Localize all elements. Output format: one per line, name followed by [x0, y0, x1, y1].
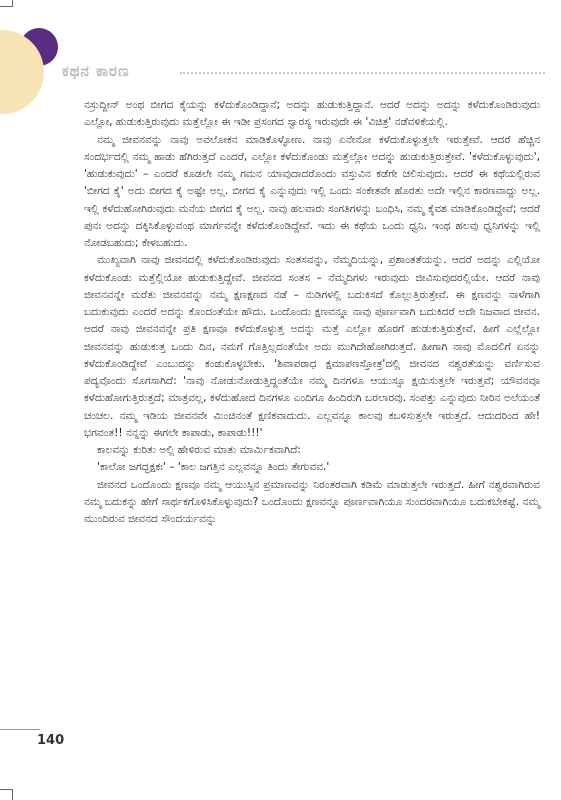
page-number: 140 [37, 733, 65, 748]
section-title: ಕಥನ ಕಾರಣ [62, 62, 130, 80]
paragraph: ಮುಖ್ಯವಾಗಿ ನಾವು ಜೀವನದಲ್ಲಿ ಕಳೆದುಕೊಂಡಿರುವುದು ಸಂತಸವನ್ನು, ನೆಮ್ಮದಿಯನ್ನು, ಪ್ರಶಾಂತತೆಯನ್ನು. ಆದರೆ ಅದನ್ನು ಎಲ್ಲಿಯೋ ಕಳೆದುಕೊಂಡು ಮತ್ತೆಲ್ಲಿಯೋ ಹುಡುಕುತ್ತಿದ್ದೇವೆ. ಜೀವನದ ಸಂತಸ – ನೆಮ್ಮದಿಗಳು ಇರುವುದು ಜೀವಿಸುವುದರಲ್ಲಿಯೇ. ಆದರೆ ನಾವು ಜೀವನವನ್ನೇ ಮರೆತು ಜೀವನವನ್ನು ನಮ್ಮ ಕ್ಷಣಕ್ಷಣದ ನಡೆ – ನುಡಿಗಳಲ್ಲಿ ಬದುಕಿಸದೆ ಕೊಲ್ಲುತ್ತಿರುತ್ತೇವೆ. ಈ ಕ್ಷಣವನ್ನು ನಾಳೆಗಾಗಿ ಬದುಕುವುದು ಎಂದರೆ ಅದನ್ನು ಕೊಂದಂತೆಯೇ ಹೌದು. ಒಂದೊಂದು ಕ್ಷಣವನ್ನೂ ನಾವು ಪೂರ್ಣವಾಗಿ ಬದುಕಿದರೆ ಅದೇ ನಿಜವಾದ ಜೀವನ. ಆದರೆ ನಾವು ಜೀವನವನ್ನೇ ಪ್ರತಿ ಕ್ಷಣವೂ ಕಳೆದುಕೊಳ್ಳುತ್ತ ಅದನ್ನು ಮತ್ತೆ ಎಲ್ಲೋ ಹೊರಗೆ ಹುಡುಕುತ್ತಿರುತ್ತೇವೆ. ಹೀಗೆ ಎಲ್ಲೆಲ್ಲೋ ಜೀವನವನ್ನು ಹುಡುಕುತ್ತ ಒಂದು ದಿನ, ನಮಗೆ ಗೊತ್ತಿಲ್ಲದಂತೆಯೇ ಅದು ಮುಗಿದೇಹೋಗಿರುತ್ತದೆ. ಹೀಗಾಗಿ ನಾವು ಮೊದಲಿಗೆ ಏನನ್ನು ಕಳೆದುಕೊಂಡಿದ್ದೇವೆ ಎಂಬುದನ್ನು ಕಂಡುಕೊಳ್ಳಬೇಕು. 'ಶಿವಾಪರಾಧ ಕ್ಷಮಾಪಣಸ್ತೋತ್ರ'ದಲ್ಲಿ ಜೀವನದ ನಶ್ವರತೆಯನ್ನು ವರ್ಣಿಸುವ ಪದ್ಯವೊಂದು ಸೊಗಸಾಗಿದೆ: 'ನಾವು ನೋಡುನೋಡುತ್ತಿದ್ದಂತೆಯೇ ನಮ್ಮ ದಿನಗಳೂ ಆಯುಸ್ಸೂ ಕ್ಷಯಿಸುತ್ತಲೇ ಇರುತ್ತವೆ; ಯೌವನವೂ ಕಳೆದುಹೋಗುತ್ತಿರುತ್ತದೆ; ಮಾತ್ರವಲ್ಲ, ಕಳೆದುಹೋದ ದಿನಗಳೂ ಎಂದಿಗೂ ಹಿಂದಿರುಗಿ ಬರಲಾರವು. ಸಂಪತ್ತು ಎನ್ನುವುದು ನೀರಿನ ಅಲೆಯಂತೆ ಚಂಚಲ. ನಮ್ಮ ಇಡಿಯ ಜೀವನವೇ ಮಿಂಚಿನಂತೆ ಕ್ಷಣಿಕವಾದುದು. ಎಲ್ಲವನ್ನೂ ಕಾಲವು ಕಬಳಿಸುತ್ತಲೇ ಇರುತ್ತದೆ. ಆದುದರಿಂದ ಹೇ! ಭಗವಂತ!! ನನ್ನನ್ನು ಈಗಲೇ ಕಾಪಾಡು, ಕಾಪಾಡು!!!' [84, 254, 540, 439]
paragraph: 'ಕಾಲೋ ಜಗದ್ಭಕ್ಷಕಃ' – 'ಕಾಲ ಜಗತ್ತಿನ ಎಲ್ಲವನ್ನೂ ತಿಂದು ತೇಗುವವ.' [97, 461, 330, 474]
crop-mark-bottom-left-h [0, 789, 12, 790]
crop-mark-bottom-left-v [12, 789, 13, 800]
folio-rule [0, 729, 40, 730]
paragraph: ಕಾಲವನ್ನು ಕುರಿತು ಅಲ್ಲಿ ಹೇಳಿರುವ ಮಾತು ಮಾರ್ಮಿಕವಾಗಿದೆ: [97, 444, 301, 456]
body-text [84, 97, 540, 528]
paragraph: ನಸ್ರುದ್ದೀನ್ ಅಂಥ ಬೀಗದ ಕೈಯನ್ನು ಕಳೆದುಕೊಂಡಿದ್ದಾನೆ; ಅದನ್ನು ಹುಡುಕುತ್ತಿದ್ದಾನೆ. ಆದರೆ ಅದನ್ನು ಅದನ್ನು ಕಳೆದುಕೊಂಡಿರುವುದು ಎಲ್ಲೋ, ಹುಡುಕುತ್ತಿರುವುದು ಮತ್ತೆಲ್ಲೋ ಈ ಇಡೀ ಪ್ರಸಂಗದ ಸ್ವಾರಸ್ಯ ಇರುವುದೇ ಈ 'ವಿಚಿತ್ರ' ನಡೆವಳಿಕೆಯಲ್ಲಿ. [84, 99, 540, 129]
paragraph: ನಮ್ಮ ಜೀವನವನ್ನು ನಾವು ಅವಲೋಕನ ಮಾಡಿಕೊಳ್ಳೋಣ. ನಾವು ಏನೇನೋ ಕಳೆದುಕೊಳ್ಳುತ್ತಲೇ ಇರುತ್ತೇವೆ. ಆದರೆ ಹೆಚ್ಚಿನ ಸಂದರ್ಭದಲ್ಲಿ ನಮ್ಮ ಹಾಡು ಹೆಗಿರುತ್ತದೆ ಎಂದರೆ, ಎಲ್ಲೋ ಕಳೆದುಕೊಂಡು ಮತ್ತೆಲ್ಲೋ ಅದನ್ನು ಹುಡುಕುತ್ತಿರುತ್ತೇವೆ. 'ಕಳೆದುಕೊಳ್ಳುವುದು', 'ಹುಡುಕುವುದು' – ಎಂದರೆ ಕೂಡಲೇ ನಮ್ಮ ಗಮನ ಯಾವುದಾದರೊಂದು ವಸ್ತುವಿನ ಕಡೆಗೇ ಚಲಿಸುವುದು. ಆದರೆ ಈ ಕಥೆಯಲ್ಲಿರುವ 'ಬೀಗದ ಕೈ' ಅದು ಬೀಗದ ಕೈ ಅಷ್ಟೇ ಅಲ್ಲ. ಬೀಗದ ಕೈ ಎನ್ನುವುದು ಇಲ್ಲಿ ಒಂದು ಸಂಕೇತವೇ ಹೊರತು ಅದೇ ಇಲ್ಲಿನ ಕಾರಣವಾದ್ದು ಅಲ್ಲ. ಇಲ್ಲಿ ಕಳೆದುಹೋಗಿರುವುದು ಮನೆಯ ಬೀಗದ ಕೈ ಅಲ್ಲ. ನಾವು ಹಲವಾರು ಸಂಗತಿಗಳನ್ನು ಬಂಧಿಸಿ, ನಮ್ಮ ಕೈವಶ ಮಾಡಿಕೊಂಡಿದ್ದೇವೆ; ಆದರೆ ಪುನಃ ಅದನ್ನು ದಕ್ಕಿಸಿಕೊಳ್ಳುವಂಥ ಮಾರ್ಗವನ್ನೇ ಕಳೆದುಕೊಂಡಿದ್ದೇವೆ. ಇದು ಈ ಕಥೆಯ ಒಂದು ಧ್ವನಿ. ಇಂಥ ಹಲವು ಧ್ವನಿಗಳನ್ನು ಇಲ್ಲಿ ನೋಡಬಹುದು; ಕೇಳಬಹುದು. [84, 133, 540, 249]
crop-mark-top-left-v [12, 0, 13, 7]
header-dotted-rule [180, 72, 545, 74]
paragraph: ಜೀವನದ ಒಂದೊಂದು ಕ್ಷಣವೂ ನಮ್ಮ ಆಯುಸ್ಸಿನ ಪ್ರಮಾಣವನ್ನು ನಿರಂತರವಾಗಿ ಕಡಿಮೆ ಮಾಡುತ್ತಲೇ ಇರುತ್ತದೆ. ಹೀಗೆ ನಶ್ವರವಾಗಿರುವ ನಮ್ಮ ಬದುಕನ್ನು ಹೇಗೆ ಸಾರ್ಥಕಗೊಳಿಸಿಕೊಳ್ಳುವುದು? ಒಂದೊಂದು ಕ್ಷಣವನ್ನೂ ಪೂರ್ಣವಾಗಿಯೂ ಸುಂದರವಾಗಿಯೂ ಬದುಕಬೇಕಷ್ಟೆ. ನಮ್ಮ ಮುಂದಿರುವ ಜೀವನದ ಸೌಂದರ್ಯವನ್ನು [84, 478, 540, 525]
crop-mark-top-left-h [0, 6, 12, 7]
